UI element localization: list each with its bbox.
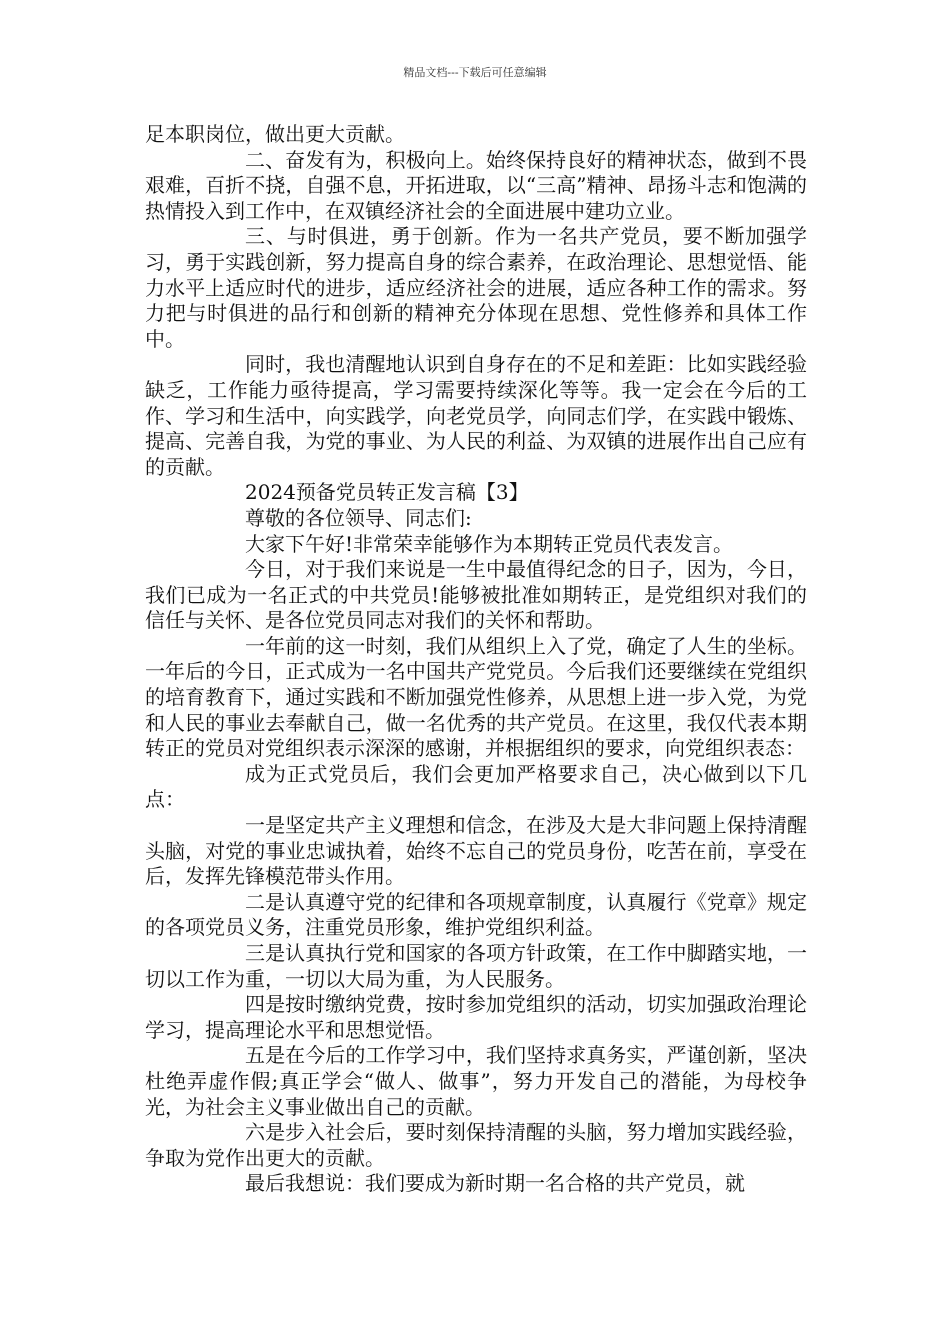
- paragraph: 足本职岗位，做出更大贡献。: [145, 122, 405, 146]
- paragraph: 成为正式党员后，我们会更加严格要求自己，决心做到以下几点：: [145, 761, 807, 812]
- paragraph: 二、奋发有为，积极向上。始终保持良好的精神状态，做到不畏艰难，百折不挠，自强不息，开拓进取，以“三高”精神、昂扬斗志和饱满的热情投入到工作中，在双镇经济社会的全面进展中建功立业。: [145, 147, 807, 223]
- paragraph: 最后我想说：我们要成为新时期一名合格的共产党员，就: [245, 1171, 745, 1196]
- paragraph: 同时，我也清醒地认识到自身存在的不足和差距：比如实践经验缺乏，工作能力亟待提高，学习需要持续深化等等。我一定会在今后的工作、学习和生活中，向实践学，向老党员学，向同志们学，在实践中锻炼、提高、完善自我，为党的事业、为人民的利益、为双镇的进展作出自己应有的贡献。: [145, 352, 807, 479]
- paragraph: 一是坚定共产主义理想和信念，在涉及大是大非问题上保持清醒头脑，对党的事业忠诚执着，始终不忘自己的党员身份，吃苦在前，享受在后，发挥先锋模范带头作用。: [145, 813, 807, 889]
- paragraph: 三是认真执行党和国家的各项方针政策，在工作中脚踏实地，一切以工作为重，一切以大局为重，为人民服务。: [145, 941, 807, 991]
- paragraph: 今日，对于我们来说是一生中最值得纪念的日子，因为，今日，我们已成为一名正式的中共党员!能够被批准如期转正，是党组织对我们的信任与关怀、是各位党员同志对我们的关怀和帮助。: [145, 557, 807, 633]
- paragraph: 三、与时俱进，勇于创新。作为一名共产党员，要不断加强学习，勇于实践创新，努力提高自身的综合素养，在政治理论、思想觉悟、能力水平上适应时代的进步，适应经济社会的进展，适应各种工作的需求。努力把与时俱进的品行和创新的精神充分体现在思想、党性修养和具体工作中。: [145, 224, 807, 351]
- section-title: 2024预备党员转正发言稿【3】: [245, 480, 529, 505]
- document-body: [145, 122, 807, 1197]
- salutation: 尊敬的各位领导、同志们:: [245, 505, 472, 530]
- paragraph: 大家下午好!非常荣幸能够作为本期转正党员代表发言。: [245, 531, 734, 556]
- paragraph: 一年前的这一时刻，我们从组织上入了党，确定了人生的坐标。一年后的今日，正式成为一名中国共产党党员。今后我们还要继续在党组织的培育教育下，通过实践和不断加强党性修养，从思想上进一步入党，为党和人民的事业去奉献自己，做一名优秀的共产党员。在这里，我仅代表本期转正的党员对党组织表示深深的感谢，并根据组织的要求，向党组织表态：: [145, 633, 807, 761]
- paragraph: 四是按时缴纳党费，按时参加党组织的活动，切实加强政治理论学习，提高理论水平和思想觉悟。: [145, 992, 807, 1042]
- paragraph: 五是在今后的工作学习中，我们坚持求真务实，严谨创新，坚决杜绝弄虚作假;真正学会“做人、做事”，努力开发自己的潜能，为母校争光，为社会主义事业做出自己的贡献。: [145, 1043, 807, 1119]
- paragraph: 六是步入社会后，要时刻保持清醒的头脑，努力增加实践经验，争取为党作出更大的贡献。: [145, 1120, 807, 1170]
- paragraph: 二是认真遵守党的纪律和各项规章制度，认真履行《党章》规定的各项党员义务，注重党员形象，维护党组织利益。: [145, 889, 807, 940]
- page-header: 精品文档---下载后可任意编辑: [403, 66, 547, 79]
